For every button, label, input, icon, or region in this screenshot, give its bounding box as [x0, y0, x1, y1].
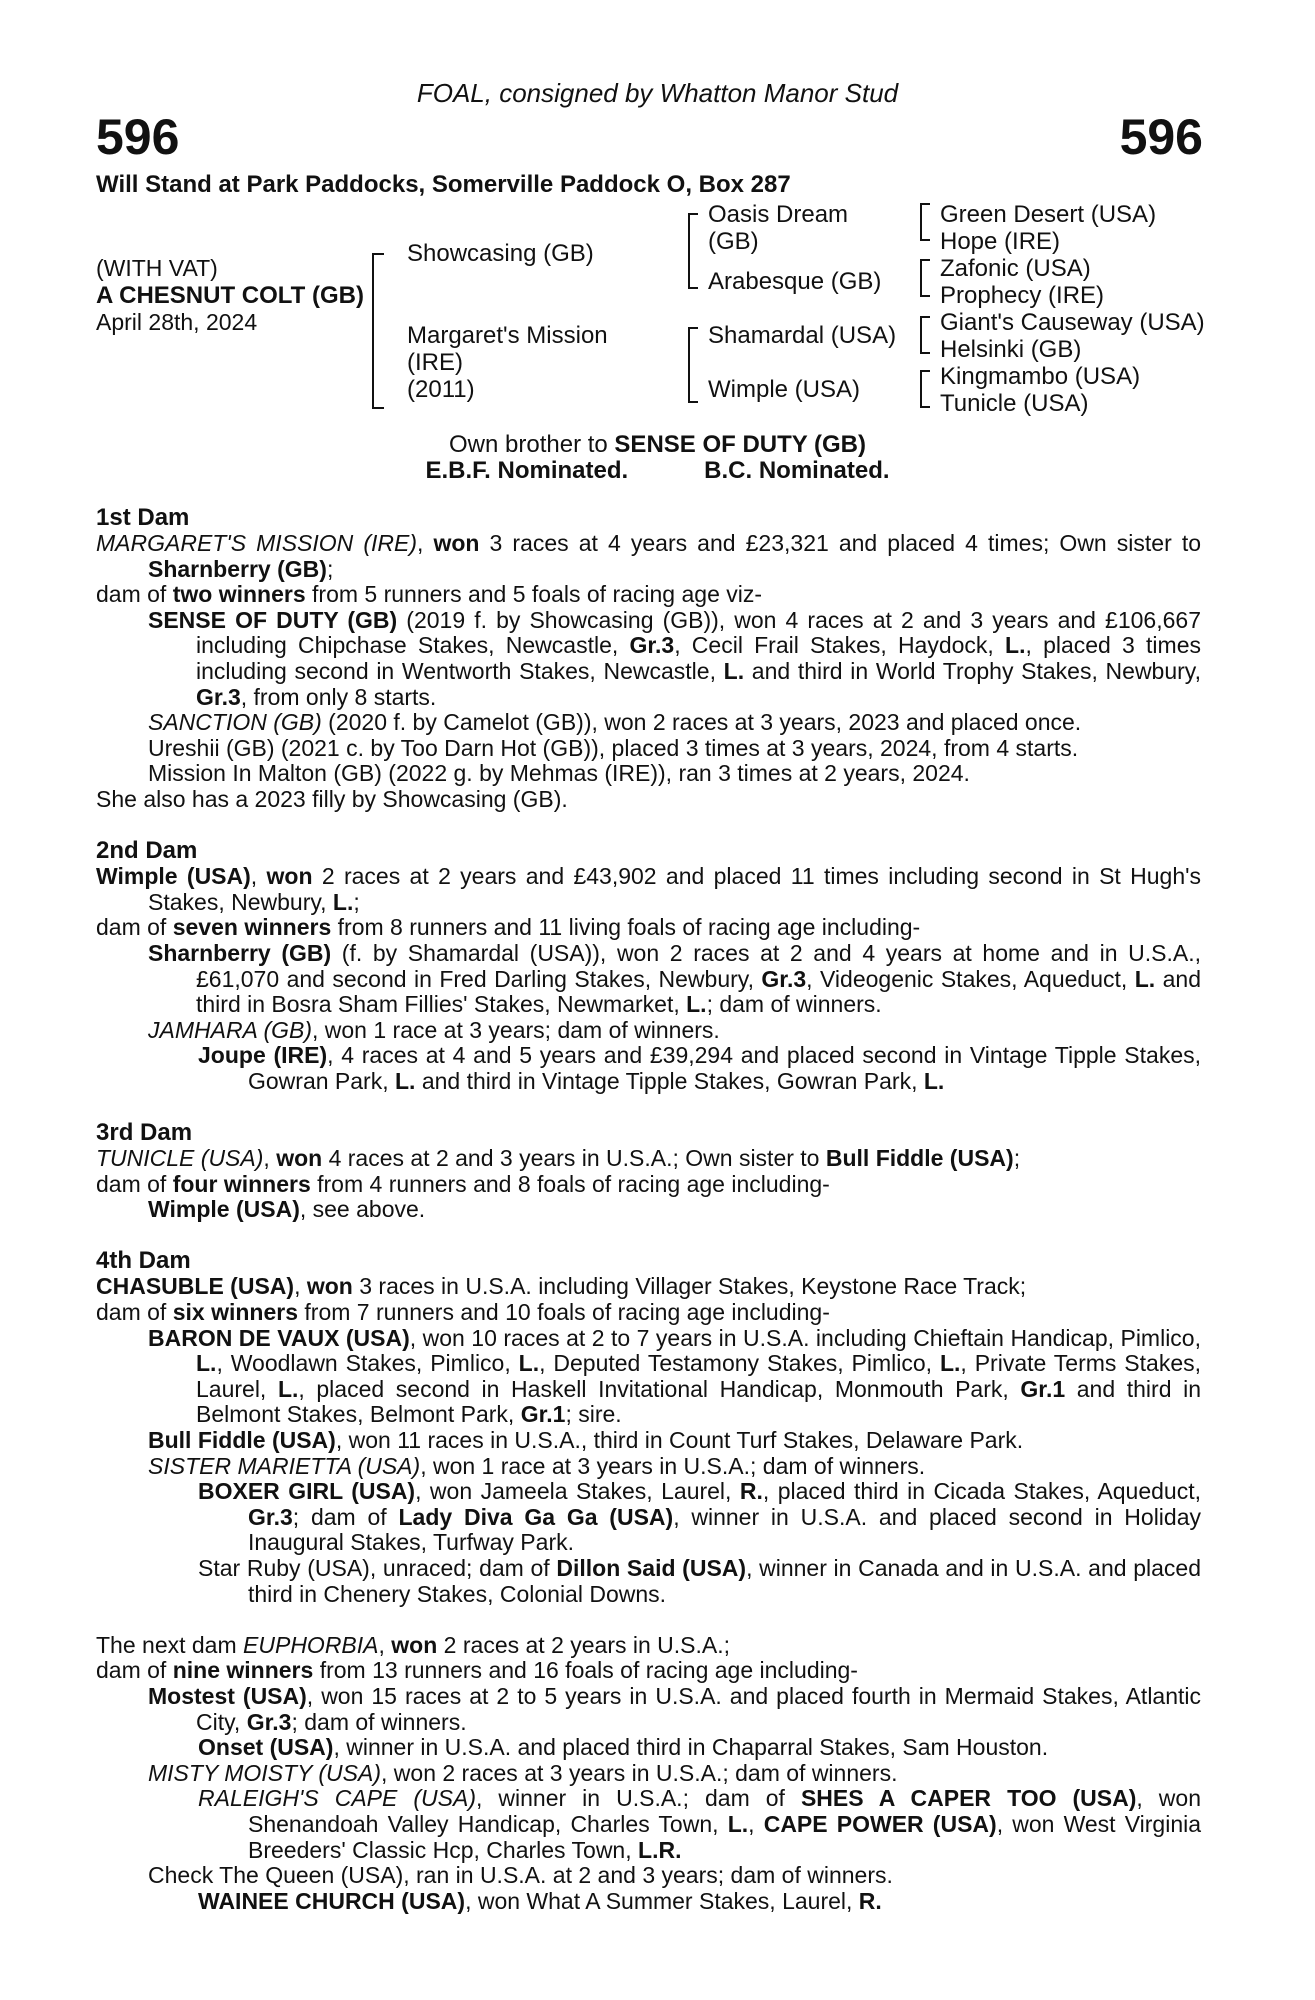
consignor-line: FOAL, consigned by Whatton Manor Stud [416, 78, 899, 108]
foaling-date: April 28th, 2024 [96, 309, 258, 335]
produce-sister-marietta: SISTER MARIETTA (USA), won 1 race at 3 years in U.S.A.; dam of winners. [148, 1452, 926, 1479]
produce-sense-of-duty: SENSE OF DUTY (GB) (2019 f. by Showcasing (GB)), won 4 races at 2 and 3 years and £106,667 including Chipchase Stakes, Newcastle, Gr.3, Cecil Frail Stakes, Haydock, L., placed 3 times including second in Wentworth Stakes, Newcastle, L. and third in World Trophy Stakes, Newbury, Gr.3, from only 8 starts. [148, 606, 1201, 710]
produce-boxer-girl: BOXER GIRL (USA), won Jameela Stakes, Laurel, R., placed third in Cicada Stakes, Aqueduct, Gr.3; dam of Lady Diva Ga Ga (USA), winner in U.S.A. and placed second in Holiday Inaugural Stakes, Turfway Park. [198, 1478, 1201, 1556]
pedigree-brace-dd [920, 370, 930, 408]
fourth-dam-produce-summary: dam of six winners from 7 runners and 10 foals of racing age including- [96, 1299, 830, 1326]
second-dam-produce-summary: dam of seven winners from 8 runners and 11 living foals of racing age including- [96, 914, 921, 941]
pedigree-sss: Green Desert (USA) [940, 201, 1157, 228]
pedigree-dsd: Helsinki (GB) [940, 336, 1082, 363]
pedigree-ssd: Hope (IRE) [940, 228, 1061, 255]
pedigree-brace-sd [920, 259, 930, 297]
first-dam-record: MARGARET'S MISSION (IRE), won 3 races at 4 years and £23,321 and placed 4 times; Own sister to Sharnberry (GB); [96, 530, 1202, 582]
produce-raleighs-cape: RALEIGH'S CAPE (USA), winner in U.S.A.; dam of SHES A CAPER TOO (USA), won Shenandoah Valley Handicap, Charles Town, L., CAPE POWER (USA), won West Virginia Breeders' Classic Hcp, Charles Town, L.R. [198, 1785, 1202, 1863]
horse-name: A CHESNUT COLT (GB) [96, 282, 364, 309]
horse-identity [96, 255, 366, 336]
pedigree-brace-ds [920, 316, 930, 354]
own-brother-note: Own brother to SENSE OF DUTY (GB) [449, 431, 866, 458]
produce-sanction: SANCTION (GB) (2020 f. by Camelot (GB)), won 2 races at 3 years, 2023 and placed once. [148, 709, 1082, 736]
first-dam-produce-summary: dam of two winners from 5 runners and 5 foals of racing age viz- [96, 581, 763, 608]
stand-location: Will Stand at Park Paddocks, Somerville Paddock O, Box 287 [96, 171, 791, 198]
produce-2023-filly: She also has a 2023 filly by Showcasing (GB). [96, 785, 568, 812]
third-dam-record: TUNICLE (USA), won 4 races at 2 and 3 years in U.S.A.; Own sister to Bull Fiddle (USA); [96, 1145, 1021, 1172]
vat-label: (WITH VAT) [96, 255, 218, 281]
pedigree-dam-line2: (IRE) [407, 349, 463, 376]
produce-onset: Onset (USA), winner in U.S.A. and placed third in Chaparral Stakes, Sam Houston. [198, 1734, 1049, 1761]
third-dam-produce-summary: dam of four winners from 4 runners and 8 foals of racing age including- [96, 1170, 830, 1197]
produce-joupe: Joupe (IRE), 4 races at 4 and 5 years and £39,294 and placed second in Vintage Tipple Stakes, Gowran Park, L. and third in Vintage Tipple Stakes, Gowran Park, L. [198, 1042, 1202, 1094]
pedigree-brace-main [372, 253, 384, 409]
produce-ureshii: Ureshii (GB) (2021 c. by Too Darn Hot (GB)), placed 3 times at 3 years, 2024, from 4 starts. [148, 734, 1079, 761]
fourth-dam-title: 4th Dam [96, 1247, 191, 1275]
nominations [0, 458, 1315, 484]
produce-sharnberry: Sharnberry (GB) (f. by Shamardal (USA)), won 2 races at 2 and 4 years at home and in U.S.A., £61,070 and second in Fred Darling Stakes, Newbury, Gr.3, Videogenic Stakes, Aqueduct, L. and third in Bosra Sham Fillies' Stakes, Newmarket, L.; dam of winners. [148, 939, 1202, 1018]
bc-nominated: B.C. Nominated. [704, 457, 890, 484]
pedigree-sire-dam: Arabesque (GB) [708, 268, 882, 295]
pedigree-dam-line3: (2011) [407, 376, 475, 403]
produce-wimple: Wimple (USA), see above. [148, 1196, 426, 1223]
pedigree-sds: Zafonic (USA) [940, 255, 1091, 282]
pedigree-brace-sire [688, 213, 698, 289]
next-dam-produce-summary: dam of nine winners from 13 runners and 16 foals of racing age including- [96, 1657, 858, 1684]
pedigree-dss: Giant's Causeway (USA) [940, 309, 1205, 336]
second-dam-title: 2nd Dam [96, 837, 198, 865]
pedigree-ddd: Tunicle (USA) [940, 390, 1089, 417]
produce-mission-in-malton: Mission In Malton (GB) (2022 g. by Mehmas (IRE)), ran 3 times at 2 years, 2024. [148, 760, 970, 787]
pedigree-sire-sire-line2: (GB) [708, 228, 759, 255]
pedigree-brace-dam [688, 327, 698, 403]
first-dam-title: 1st Dam [96, 504, 190, 531]
catalogue-body [96, 505, 1201, 1914]
produce-bull-fiddle: Bull Fiddle (USA), won 11 races in U.S.A., third in Count Turf Stakes, Delaware Park. [148, 1427, 1024, 1453]
fourth-dam-record: CHASUBLE (USA), won 3 races in U.S.A. including Villager Stakes, Keystone Race Track; [96, 1273, 1027, 1300]
pedigree-dam-sire: Shamardal (USA) [708, 322, 897, 349]
second-dam-record: Wimple (USA), won 2 races at 2 years and £43,902 and placed 11 times including second in St Hugh's Stakes, Newbury, L.; [96, 863, 1202, 915]
produce-misty-moisty: MISTY MOISTY (USA), won 2 races at 3 years in U.S.A.; dam of winners. [148, 1759, 898, 1786]
pedigree-sire-sire-line1: Oasis Dream [708, 201, 849, 228]
lot-number-right: 596 [1119, 109, 1203, 165]
pedigree-dds: Kingmambo (USA) [940, 363, 1141, 390]
third-dam-title: 3rd Dam [96, 1119, 193, 1147]
produce-star-ruby: Star Ruby (USA), unraced; dam of Dillon Said (USA), winner in Canada and in U.S.A. and placed third in Chenery Stakes, Colonial Downs. [198, 1554, 1201, 1607]
produce-jamhara: JAMHARA (GB), won 1 race at 3 years; dam of winners. [148, 1016, 720, 1043]
pedigree-sdd: Prophecy (IRE) [940, 282, 1105, 309]
lot-number-left: 596 [96, 109, 180, 165]
produce-baron-de-vaux: BARON DE VAUX (USA), won 10 races at 2 to 7 years in U.S.A. including Chieftain Handicap, Pimlico, L., Woodlawn Stakes, Pimlico, L., Deputed Testamony Stakes, Pimlico, L., Private Terms Stakes, Laurel, L., placed second in Haskell Invitational Handicap, Monmouth Park, Gr.1 and third in Belmont Stakes, Belmont Park, Gr.1; sire. [148, 1324, 1201, 1428]
produce-check-the-queen: Check The Queen (USA), ran in U.S.A. at 2 and 3 years; dam of winners. [148, 1862, 893, 1889]
pedigree-dam-line1: Margaret's Mission [407, 322, 608, 349]
produce-mostest: Mostest (USA), won 15 races at 2 to 5 years in U.S.A. and placed fourth in Mermaid Stakes, Atlantic City, Gr.3; dam of winners. [148, 1682, 1202, 1735]
pedigree-sire: Showcasing (GB) [407, 240, 594, 267]
next-dam-record: The next dam EUPHORBIA, won 2 races at 2 years in U.S.A.; [96, 1631, 731, 1658]
pedigree-brace-ss [920, 203, 930, 241]
ebf-nominated: E.B.F. Nominated. [425, 457, 629, 484]
produce-wainee-church: WAINEE CHURCH (USA), won What A Summer Stakes, Laurel, R. [198, 1887, 882, 1914]
pedigree-dam-dam: Wimple (USA) [708, 376, 861, 403]
